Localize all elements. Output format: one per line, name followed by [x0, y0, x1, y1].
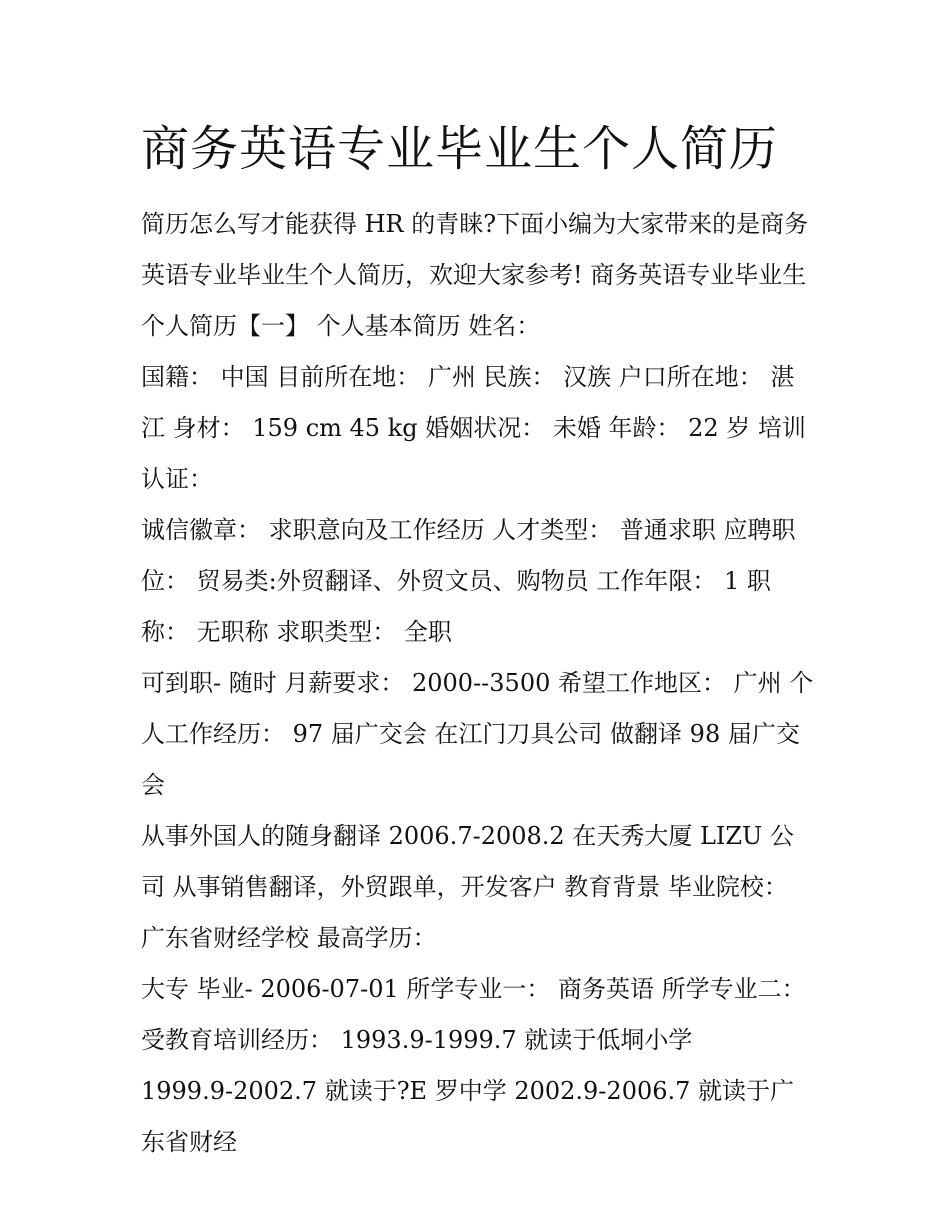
- paragraph-schooling: 1999.9-2002.7 就读于?E 罗中学 2002.9-2006.7 就读于广东省财经: [141, 1077, 795, 1156]
- paragraph-intro: 简历怎么写才能获得 HR 的青睐?下面小编为大家带来的是商务英语专业毕业生个人简历，欢迎大家参考! 商务英语专业毕业生个人简历【一】 个人基本简历 姓名：: [141, 210, 809, 340]
- document-content: [141, 113, 816, 1168]
- document-body: [141, 199, 816, 1168]
- paragraph-basic-info: 国籍： 中国 目前所在地： 广州 民族： 汉族 户口所在地： 湛江 身材： 159 cm 45 kg 婚姻状况： 未婚 年龄： 22 岁 培训认证：: [141, 363, 806, 493]
- paragraph-training: 受教育培训经历： 1993.9-1999.7 就读于低垌小学: [141, 1026, 693, 1054]
- paragraph-salary-experience: 可到职- 随时 月薪要求： 2000--3500 希望工作地区： 广州 个人工作经历： 97 届广交会 在江门刀具公司 做翻译 98 届广交会: [141, 669, 814, 799]
- paragraph-degree: 大专 毕业- 2006-07-01 所学专业一： 商务英语 所学专业二：: [141, 975, 806, 1003]
- paragraph-job-intention: 诚信徽章： 求职意向及工作经历 人才类型： 普通求职 应聘职位： 贸易类:外贸翻译、外贸文员、购物员 工作年限： 1 职称： 无职称 求职类型： 全职: [141, 516, 796, 646]
- document-title: 商务英语专业毕业生个人简历: [141, 121, 779, 177]
- paragraph-work-education: 从事外国人的随身翻译 2006.7-2008.2 在天秀大厦 LIZU 公司 从事销售翻译，外贸跟单，开发客户 教育背景 毕业院校： 广东省财经学校 最高学历：: [141, 822, 794, 952]
